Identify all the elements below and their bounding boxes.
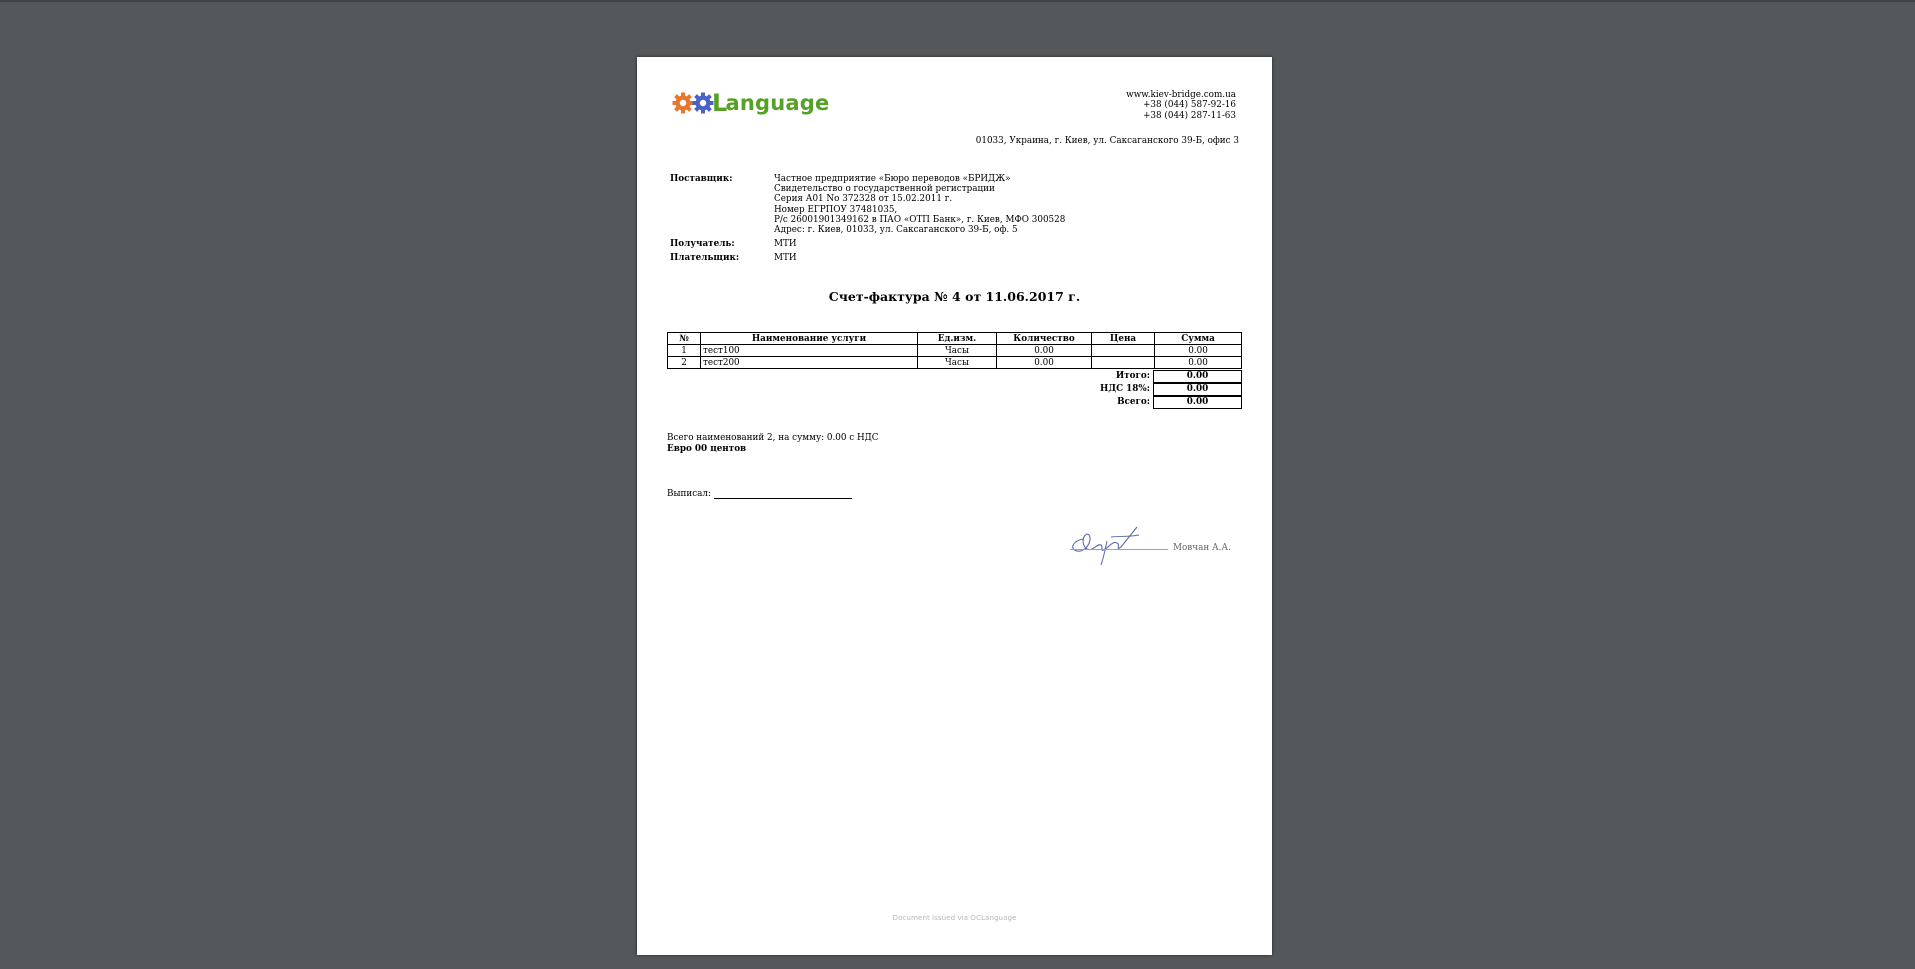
column-header: № [668, 333, 701, 345]
service-name: тест200 [701, 357, 918, 369]
quantity: 0.00 [997, 345, 1092, 357]
invoice-page [637, 57, 1272, 955]
column-header: Цена [1092, 333, 1155, 345]
issued-label: Выписал: [667, 489, 711, 499]
recipient-label: Получатель: [670, 239, 735, 249]
signature-line [1070, 549, 1168, 550]
issued-signature-line [714, 489, 852, 499]
viewer-top-bar [0, 0, 1915, 2]
column-header: Наименование услуги [701, 333, 918, 345]
column-header: Ед.изм. [918, 333, 997, 345]
contact-block [1126, 90, 1236, 121]
payer-label: Плательщик: [670, 253, 740, 263]
table-header-row [668, 333, 1242, 345]
issued-by [667, 489, 852, 499]
total-label: Всего: [1117, 397, 1150, 407]
phone-1: +38 (044) 587-92-16 [1143, 100, 1236, 111]
company-address: 01033, Украина, г. Киев, ул. Саксаганского 39-Б, офис 3 [975, 136, 1239, 146]
row-number: 2 [668, 357, 701, 369]
unit: Часы [918, 345, 997, 357]
quantity: 0.00 [997, 357, 1092, 369]
signature-image [1067, 519, 1177, 567]
signature-block [1067, 519, 1247, 567]
supplier-line: Частное предприятие «Бюро переводов «БРИДЖ» [774, 174, 1011, 184]
supplier-line: Серия А01 No 372328 от 15.02.2011 г. [774, 194, 953, 205]
price [1092, 357, 1155, 369]
service-name: тест100 [701, 345, 918, 357]
vat-row [637, 383, 1272, 396]
supplier-line: Номер ЕГРПОУ 37481035, [774, 204, 898, 215]
company-logo: L anguage [671, 88, 829, 118]
subtotal-value: 0.00 [1153, 370, 1242, 383]
table-row [668, 357, 1242, 369]
invoice-title: Счет-фактура № 4 от 11.06.2017 г. [828, 289, 1081, 304]
amount: 0.00 [1155, 345, 1242, 357]
column-header: Количество [997, 333, 1092, 345]
supplier-label: Поставщик: [670, 174, 733, 184]
logo-text: anguage [725, 91, 830, 115]
document-footer: Document issued via OCLanguage [892, 913, 1017, 922]
row-number: 1 [668, 345, 701, 357]
phone-2: +38 (044) 287-11-63 [1143, 110, 1236, 121]
payer-value: МТИ [774, 253, 797, 263]
table-row [668, 345, 1242, 357]
total-value: 0.00 [1153, 396, 1242, 409]
supplier-line: Свидетельство о государственной регистрации [774, 184, 995, 195]
column-header: Сумма [1155, 333, 1242, 345]
summary-line: Всего наименований 2, на сумму: 0.00 с НДС [667, 433, 879, 443]
unit: Часы [918, 357, 997, 369]
price [1092, 345, 1155, 357]
items-table [667, 332, 1242, 369]
subtotal-label: Итого: [1115, 371, 1150, 381]
vat-label: НДС 18%: [1099, 384, 1150, 394]
supplier-line: Р/с 26001901349162 в ПАО «ОТП Банк», г. Киев, МФО 300528 [774, 214, 1066, 225]
total-row [637, 396, 1272, 409]
supplier-line: Адрес: г. Киев, 01033, ул. Саксаганского 39-Б, оф. 5 [774, 225, 1018, 236]
supplier-details [774, 174, 1174, 235]
signatory-name: Мовчан А.А. [1173, 543, 1231, 553]
website-link[interactable]: www.kiev-bridge.com.ua [1126, 90, 1236, 100]
amount-summary [667, 433, 879, 455]
amount-in-words: Евро 00 центов [667, 444, 747, 454]
vat-value: 0.00 [1153, 383, 1242, 396]
subtotal-row [637, 370, 1272, 383]
amount: 0.00 [1155, 357, 1242, 369]
recipient-value: МТИ [774, 239, 797, 249]
